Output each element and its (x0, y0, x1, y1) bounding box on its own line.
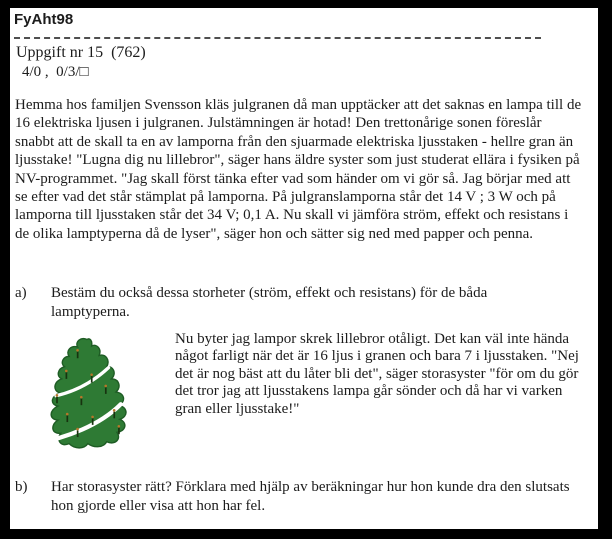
dialog-paragraph: Nu byter jag lampor skrek lillebror otåligt. Det kan väl inte hända något farligt när det är 16 ljus i granen och bara 7 i ljusstaken. "Nej det är nog bäst att du låter bli det", säger storasyster "för om du gör det tror jag att ljusstakens lampa går sönder och då har vi varken gran eller ljusstake!" (175, 331, 579, 417)
document-page (10, 8, 598, 529)
dashed-divider (14, 37, 541, 39)
task-points: 4/0 , 0/3/□ (22, 64, 89, 80)
christmas-tree-illustration (25, 335, 147, 465)
question-a-text: Bestäm du också dessa storheter (ström, effekt och resistans) för de båda lamptyperna. (51, 285, 488, 320)
document-code: FyAht98 (14, 11, 74, 28)
question-a (15, 284, 556, 321)
task-title: Uppgift nr 15 (762) (16, 44, 146, 61)
question-a-label: a) (15, 285, 27, 301)
christmas-tree-icon (25, 335, 147, 465)
question-b-text: Har storasyster rätt? Förklara med hjälp av beräkningar hur hon kunde dra den slutsats hon gjorde eller visa att hon har fel. (51, 479, 570, 514)
question-b-label: b) (15, 479, 28, 495)
intro-paragraph: Hemma hos familjen Svensson kläs julgranen då man upptäcker att det saknas en lampa till de 16 elektriska ljusen i julgranen. Julstämningen är hotad! Den trettonårige sonen föreslår snabbt att de skall ta en av lamporna från den sjuarmade elektriska ljusstaken - hellre gran än ljusstake! "Lugna dig nu lillebror", säger hans äldre syster som just studerat ellära i fysiken på NV-programmet. "Jag skall först tänka efter vad som händer om vi gör så. Jag börjar med att se efter vad det står stämplat på lamporna. På julgranslamporna står det 14 V ; 3 W och på lamporna till ljusstaken står det 34 V; 0,1 A. Nu skall vi jämföra ström, effekt och resistans i de olika lamptyperna då de lyser", säger hon och sätter sig ned med papper och penna. (15, 97, 582, 242)
question-b (15, 478, 576, 515)
